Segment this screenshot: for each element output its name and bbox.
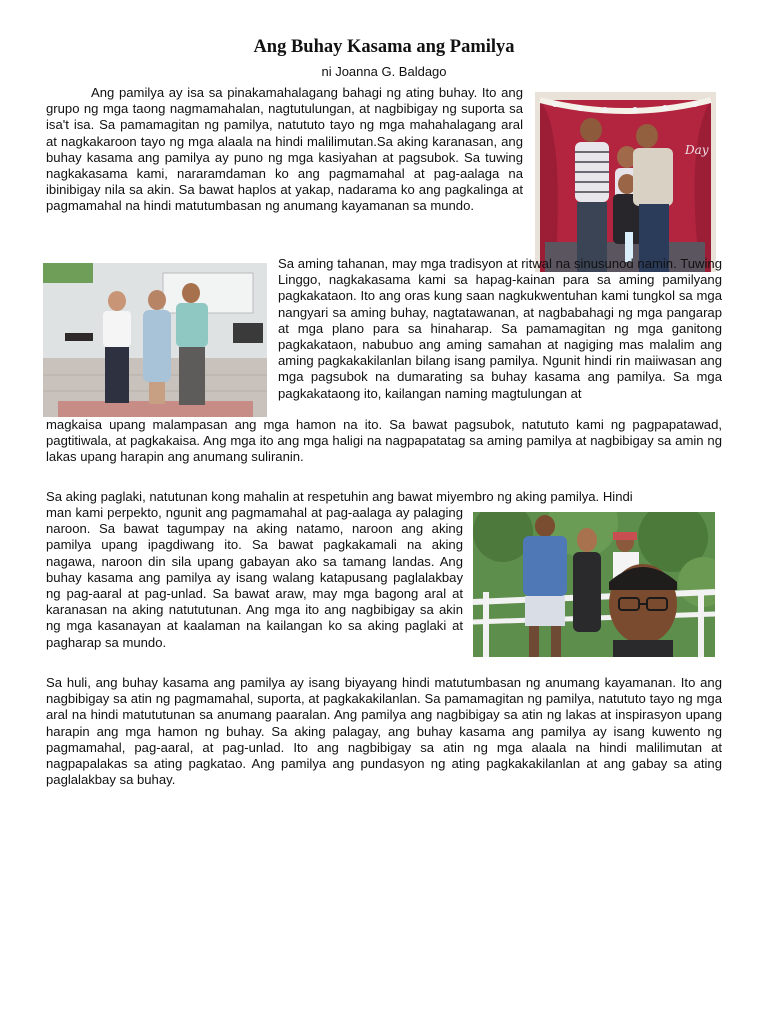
- paragraph-4: Sa huli, ang buhay kasama ang pamilya ay isang biyayang hindi matutumbasan ng anumang kayamanan. Ito ang nagbibigay sa atin ng pagmamahal, suporta, at pagkakakilanlan. Sa pamamagitan ng pamilya, natututo tayo ng mga aral na hindi matututunan sa anumang paaralan. Ang pamilya ang nagbibigay sa atin ng lakas at inspirasyon upang harapin ang mga hamon ng buhay. Sa aking palagay, ang buhay kasama ang pamilya ay isang kuwento ng pagmamahal, pag-aaral, at pag-unlad. Ito ang nagbibigay sa atin ng mga alaala na hindi malilimutan at nagpapalakas sa ating pagkatao. Ang pamilya ang pundasyon ng ating pagkakakilanlan at ang gabay sa ating paglalakbay sa buhay.: [46, 675, 722, 788]
- document-title: Ang Buhay Kasama ang Pamilya: [253, 37, 515, 57]
- family-photo-outdoors: [473, 512, 715, 657]
- paragraph-2-part-2: magkaisa upang malampasan ang mga hamon na ito. Sa bawat pagsubok, natututo kami ng pagpapatawad, pagtitiwala, at pagkakaisa. Ang mga ito ang mga haligi na nagpapatatag sa aming pamilya at nagbibigay sa amin ng lakas upang harapin ang anumang suliranin.: [46, 417, 722, 465]
- photo1-sign-text: Day: [685, 143, 709, 157]
- paragraph-2-part-1: Sa aming tahanan, may mga tradisyon at ritwal na sinusunod namin. Tuwing Linggo, nagkakasama kami sa hapag-kainan para sa aming pamilyang pagkakataon. Ito ang oras kung saan nagkukwentuhan kami tungkol sa mga nangyari sa aming buhay, nagtatawanan, at nagbabahagi ng mga pangarap at mga plano para sa hinaharap. Sa pamamagitan ng mga ganitong pagkakataon, nabubuo ang aming samahan at nagiging mas malalim ang aming pagkakakilanlan bilang isang pamilya. Ngunit hindi rin maiiwasan ang mga pagsubok na dumarating sa buhay kasama ang pamilya. Sa mga pagkakataong ito, kailangan naming magtulungan at: [278, 256, 722, 401]
- paragraph-3-part-1: Sa aking paglaki, natutunan kong mahalin at respetuhin ang bawat miyembro ng aking pamilya. Hindi: [46, 489, 633, 504]
- paragraph-1: Ang pamilya ay isa sa pinakamahalagang bahagi ng ating buhay. Ito ang grupo ng mga taong nagmamahalan, nagtutulungan, at nagbibigay ng suporta sa isa't isa. Sa pamamagitan ng pamilya, natututo tayo ng mga mahahalagang aral at nagkakaroon tayo ng mga alaala na hindi malilimutan.Sa aking karanasan, ang buhay kasama ang pamilya ay puno ng mga kasiyahan at pagsubok. Sa tuwing nagkakasama kami, nararamdaman ko ang pagmamahal at pag-aalaga na ibinibigay nila sa akin. Sa bawat haplos at yakap, nadarama ko ang pagkalinga at pagmamahal na hindi matutumbasan ng anumang kayamanan sa mundo.: [46, 85, 523, 214]
- family-photo-red-curtain: [535, 92, 716, 272]
- family-photo-indoors: [43, 263, 267, 417]
- document-author: ni Joanna G. Baldago: [321, 64, 447, 79]
- paragraph-3-part-2: man kami perpekto, ngunit ang pagmamahal at pag-aalaga ay palaging naroon. Sa bawat tagumpay na aking natamo, naroon ang aking pamilya upang ipagdiwang ito. Sa bawat pagkakamali na aking nagawa, naroon din sila upang gabayan ako sa tamang landas. Ang buhay kasama ang pamilya ay isang walang katapusang paglalakbay ng pag-aaral at pag-unlad. Sa bawat araw, may mga bagong aral at karanasan na aking natututunan. Ang mga ito ang nagbibigay sa akin ng mga kasanayan at kaalaman na kailangan ko sa aking paglaki at pagharap sa mundo.: [46, 505, 463, 650]
